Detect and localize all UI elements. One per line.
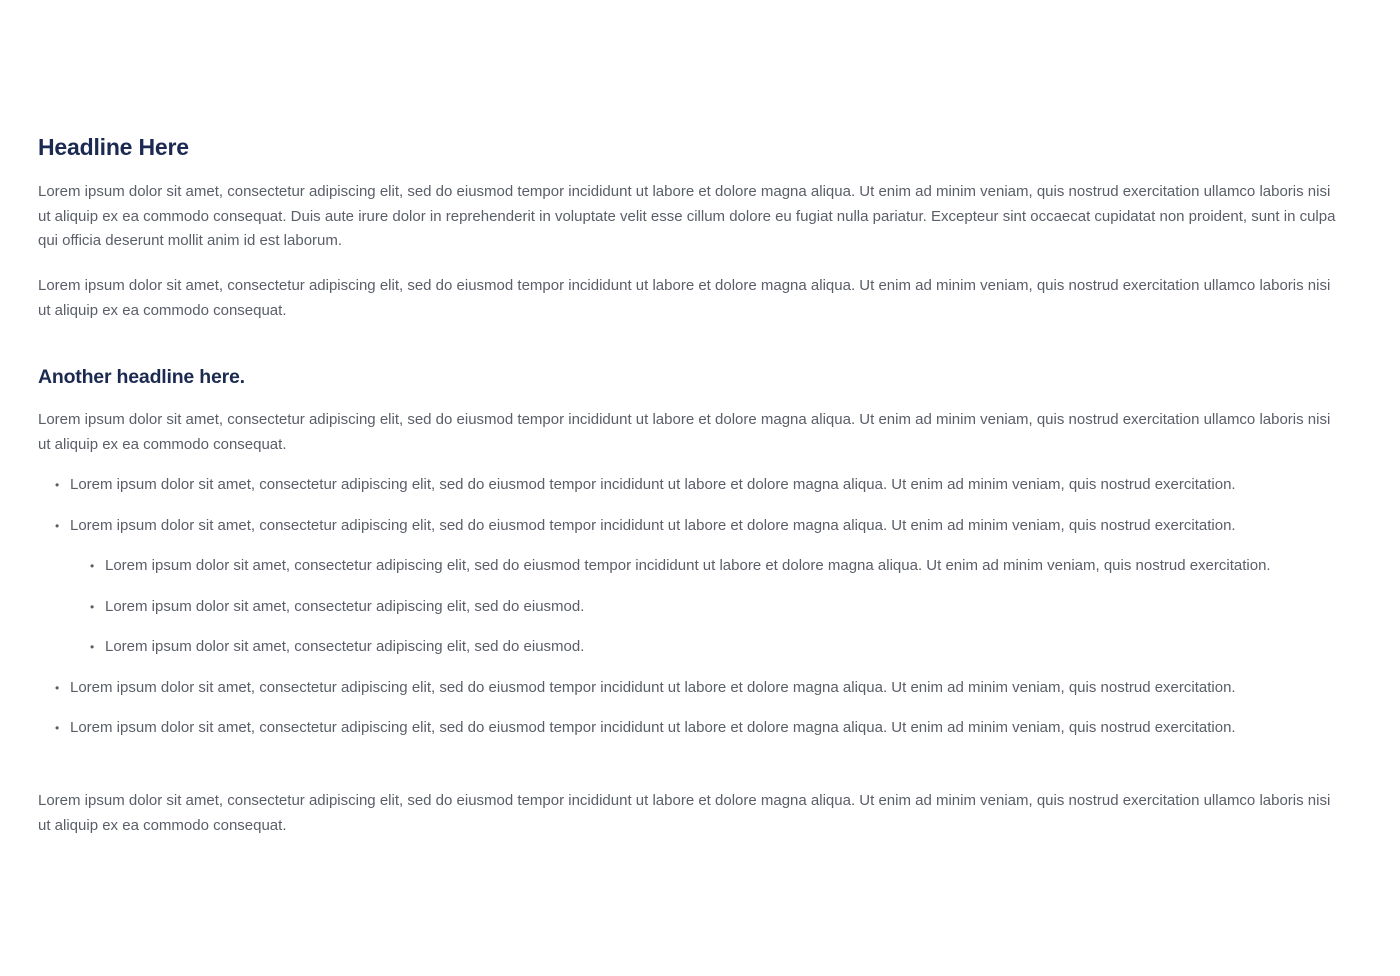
list-item-text: Lorem ipsum dolor sit amet, consectetur adipiscing elit, sed do eiusmod. <box>105 638 585 655</box>
list-item <box>38 473 1358 498</box>
paragraph-intro: Lorem ipsum dolor sit amet, consectetur adipiscing elit, sed do eiusmod tempor incididunt ut labore et dolore magna aliqua. Ut enim ad minim veniam, quis nostrud exercitation ullamco laboris nisi ut aliquip ex ea commodo consequat. <box>38 411 1331 453</box>
bullet-icon: • <box>90 559 95 573</box>
list-item <box>38 676 1358 701</box>
list-item <box>38 514 1358 539</box>
list-item <box>38 716 1358 741</box>
list-item-nested <box>38 635 1358 660</box>
paragraph-outro: Lorem ipsum dolor sit amet, consectetur adipiscing elit, sed do eiusmod tempor incididunt ut labore et dolore magna aliqua. Ut enim ad minim veniam, quis nostrud exercitation ullamco laboris nisi ut aliquip ex ea commodo consequat. <box>38 792 1331 834</box>
bullet-icon: • <box>90 599 95 614</box>
list-item-nested <box>38 595 1358 620</box>
bullet-icon: • <box>90 640 95 654</box>
list-item-text: Lorem ipsum dolor sit amet, consectetur adipiscing elit, sed do eiusmod tempor incididunt ut labore et dolore magna aliqua. Ut enim ad minim veniam, quis nostrud exercitation. <box>70 719 1236 736</box>
headline-secondary: Another headline here. <box>38 366 245 388</box>
list-item-text: Lorem ipsum dolor sit amet, consectetur adipiscing elit, sed do eiusmod. <box>105 597 585 615</box>
bullet-icon: • <box>55 680 60 695</box>
bullet-icon: • <box>55 518 60 533</box>
list-item-nested <box>38 554 1285 579</box>
list-item-text: Lorem ipsum dolor sit amet, consectetur adipiscing elit, sed do eiusmod tempor incididunt ut labore et dolore magna aliqua. Ut enim ad minim veniam, quis nostrud exercitation. <box>70 678 1236 696</box>
paragraph-2: Lorem ipsum dolor sit amet, consectetur adipiscing elit, sed do eiusmod tempor incididunt ut labore et dolore magna aliqua. Ut enim ad minim veniam, quis nostrud exercitation ullamco laboris nisi ut aliquip ex ea commodo consequat. <box>38 277 1331 319</box>
bullet-list <box>38 473 1358 741</box>
headline-primary: Headline Here <box>38 134 189 160</box>
list-item-text: Lorem ipsum dolor sit amet, consectetur adipiscing elit, sed do eiusmod tempor incididunt ut labore et dolore magna aliqua. Ut enim ad minim veniam, quis nostrud exercitation. <box>70 516 1236 534</box>
list-item-text: Lorem ipsum dolor sit amet, consectetur adipiscing elit, sed do eiusmod tempor incididunt ut labore et dolore magna aliqua. Ut enim ad minim veniam, quis nostrud exercitation. <box>105 557 1271 574</box>
paragraph-1: Lorem ipsum dolor sit amet, consectetur adipiscing elit, sed do eiusmod tempor incididunt ut labore et dolore magna aliqua. Ut enim ad minim veniam, quis nostrud exercitation ullamco laboris nisi ut aliquip ex ea commodo consequat. Duis aute irure dolor in reprehenderit in voluptate velit esse cillum dolore eu fugiat nulla pariatur. Excepteur sint occaecat cupidatat non proident, sunt in culpa qui officia deserunt mollit anim id est laborum. <box>38 183 1336 249</box>
bullet-icon: • <box>55 721 60 735</box>
list-item-text: Lorem ipsum dolor sit amet, consectetur adipiscing elit, sed do eiusmod tempor incididunt ut labore et dolore magna aliqua. Ut enim ad minim veniam, quis nostrud exercitation. <box>70 476 1236 493</box>
bullet-icon: • <box>55 478 60 492</box>
